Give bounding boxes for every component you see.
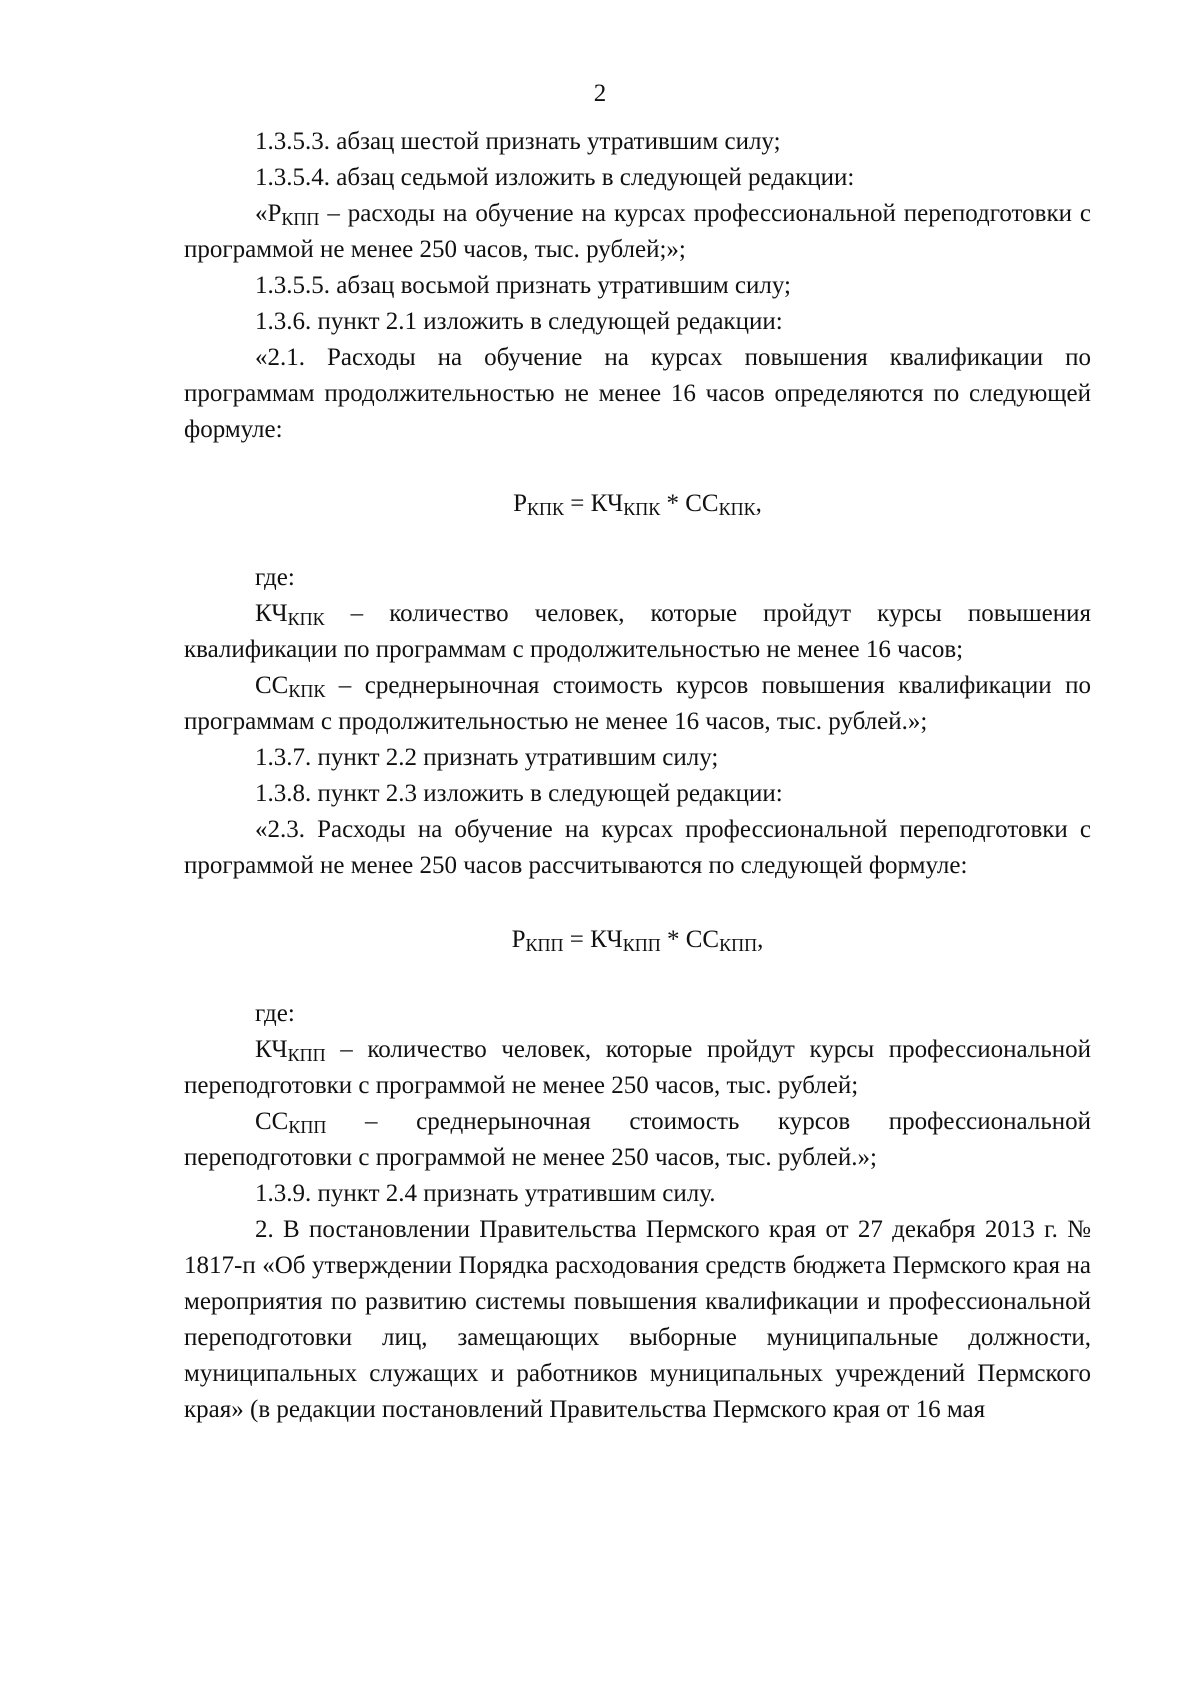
formula-rkpp-eq: = КЧ	[563, 926, 623, 953]
formula-rkpk-eq: = КЧ	[564, 490, 624, 517]
formula-rkpk-mul: * СС	[660, 490, 719, 517]
kchkpp-symbol: КЧ	[255, 1036, 288, 1063]
paragraph-2: 2. В постановлении Правительства Пермского края от 27 декабря 2013 г. № 1817-п «Об утверждении Порядка расходования средств бюджета Пермского края на мероприятия по развитию системы повышения квалификации и профессиональной переподготовки лиц, замещающих выборные муниципальные должности, муниципальных служащих и работников муниципальных учреждений Пермского края» (в редакции постановлений Правительства Пермского края от 16 мая	[184, 1216, 1091, 1423]
formula-rkpk	[184, 486, 1091, 522]
formula-rkpp-kch-sub: КПП	[622, 934, 661, 955]
definition-sskpp	[184, 1104, 1091, 1176]
paragraph-1-3-6: 1.3.6. пункт 2.1 изложить в следующей редакции:	[255, 308, 783, 335]
paragraph-1-3-5-4: 1.3.5.4. абзац седьмой изложить в следующей редакции:	[255, 164, 855, 191]
sskpk-subscript: КПК	[288, 680, 326, 701]
paragraph-2-1: «2.1. Расходы на обучение на курсах повышения квалификации по программам продолжительностью не менее 16 часов определяются по следующей формуле:	[184, 344, 1091, 443]
gde-label-1: где:	[255, 564, 295, 591]
formula-rkpk-r-sub: КПК	[527, 498, 565, 519]
kchkpk-text: – количество человек, которые пройдут курсы повышения квалификации по программам с продолжительностью не менее 16 часов;	[184, 600, 1091, 663]
definition-kchkpp	[184, 1032, 1091, 1104]
page-number: 2	[593, 80, 607, 107]
sskpp-subscript: КПП	[288, 1116, 327, 1137]
rkpp-symbol: «Р	[255, 200, 282, 227]
formula-rkpk-ss-sub: КПК	[718, 498, 756, 519]
rkpp-subscript: КПП	[281, 208, 320, 229]
paragraph-1-3-9: 1.3.9. пункт 2.4 признать утратившим силу.	[255, 1180, 716, 1207]
formula-rkpp-end: ,	[757, 926, 764, 953]
definition-kchkpk	[184, 596, 1091, 668]
kchkpp-text: – количество человек, которые пройдут курсы профессиональной переподготовки с программой не менее 250 часов, тыс. рублей;	[184, 1036, 1091, 1099]
sskpk-symbol: СС	[255, 672, 289, 699]
formula-rkpp-r-sub: КПП	[525, 934, 564, 955]
formula-rkpk-kch-sub: КПК	[623, 498, 661, 519]
paragraph-1-3-8: 1.3.8. пункт 2.3 изложить в следующей редакции:	[255, 780, 783, 807]
kchkpk-symbol: КЧ	[255, 600, 288, 627]
paragraph-1-3-5-5: 1.3.5.5. абзац восьмой признать утратившим силу;	[255, 272, 791, 299]
sskpp-symbol: СС	[255, 1108, 289, 1135]
paragraph-2-3: «2.3. Расходы на обучение на курсах профессиональной переподготовки с программой не менее 250 часов рассчитываются по следующей формуле:	[184, 816, 1091, 879]
formula-rkpp	[184, 922, 1091, 958]
sskpk-text: – среднерыночная стоимость курсов повышения квалификации по программам с продолжительностью не менее 16 часов, тыс. рублей.»;	[184, 672, 1091, 735]
formula-rkpk-end: ,	[755, 490, 762, 517]
kchkpp-subscript: КПП	[287, 1044, 326, 1065]
formula-rkpp-mul: * СС	[660, 926, 720, 953]
paragraph-rkpp-definition	[184, 196, 1091, 268]
rkpp-text: – расходы на обучение на курсах профессиональной переподготовки с программой не менее 250 часов, тыс. рублей;»;	[184, 200, 1091, 263]
sskpp-text: – среднерыночная стоимость курсов профессиональной переподготовки с программой не менее 250 часов, тыс. рублей.»;	[184, 1108, 1091, 1171]
definition-sskpk	[184, 668, 1091, 740]
formula-rkpk-r: Р	[513, 490, 528, 517]
formula-rkpp-r: Р	[511, 926, 526, 953]
gde-label-2: где:	[255, 1000, 295, 1027]
document-body	[184, 124, 1091, 1428]
paragraph-1-3-7: 1.3.7. пункт 2.2 признать утратившим силу;	[255, 744, 719, 771]
paragraph-1-3-5-3: 1.3.5.3. абзац шестой признать утратившим силу;	[255, 128, 781, 155]
formula-rkpp-ss-sub: КПП	[719, 934, 758, 955]
kchkpk-subscript: КПК	[287, 608, 325, 629]
